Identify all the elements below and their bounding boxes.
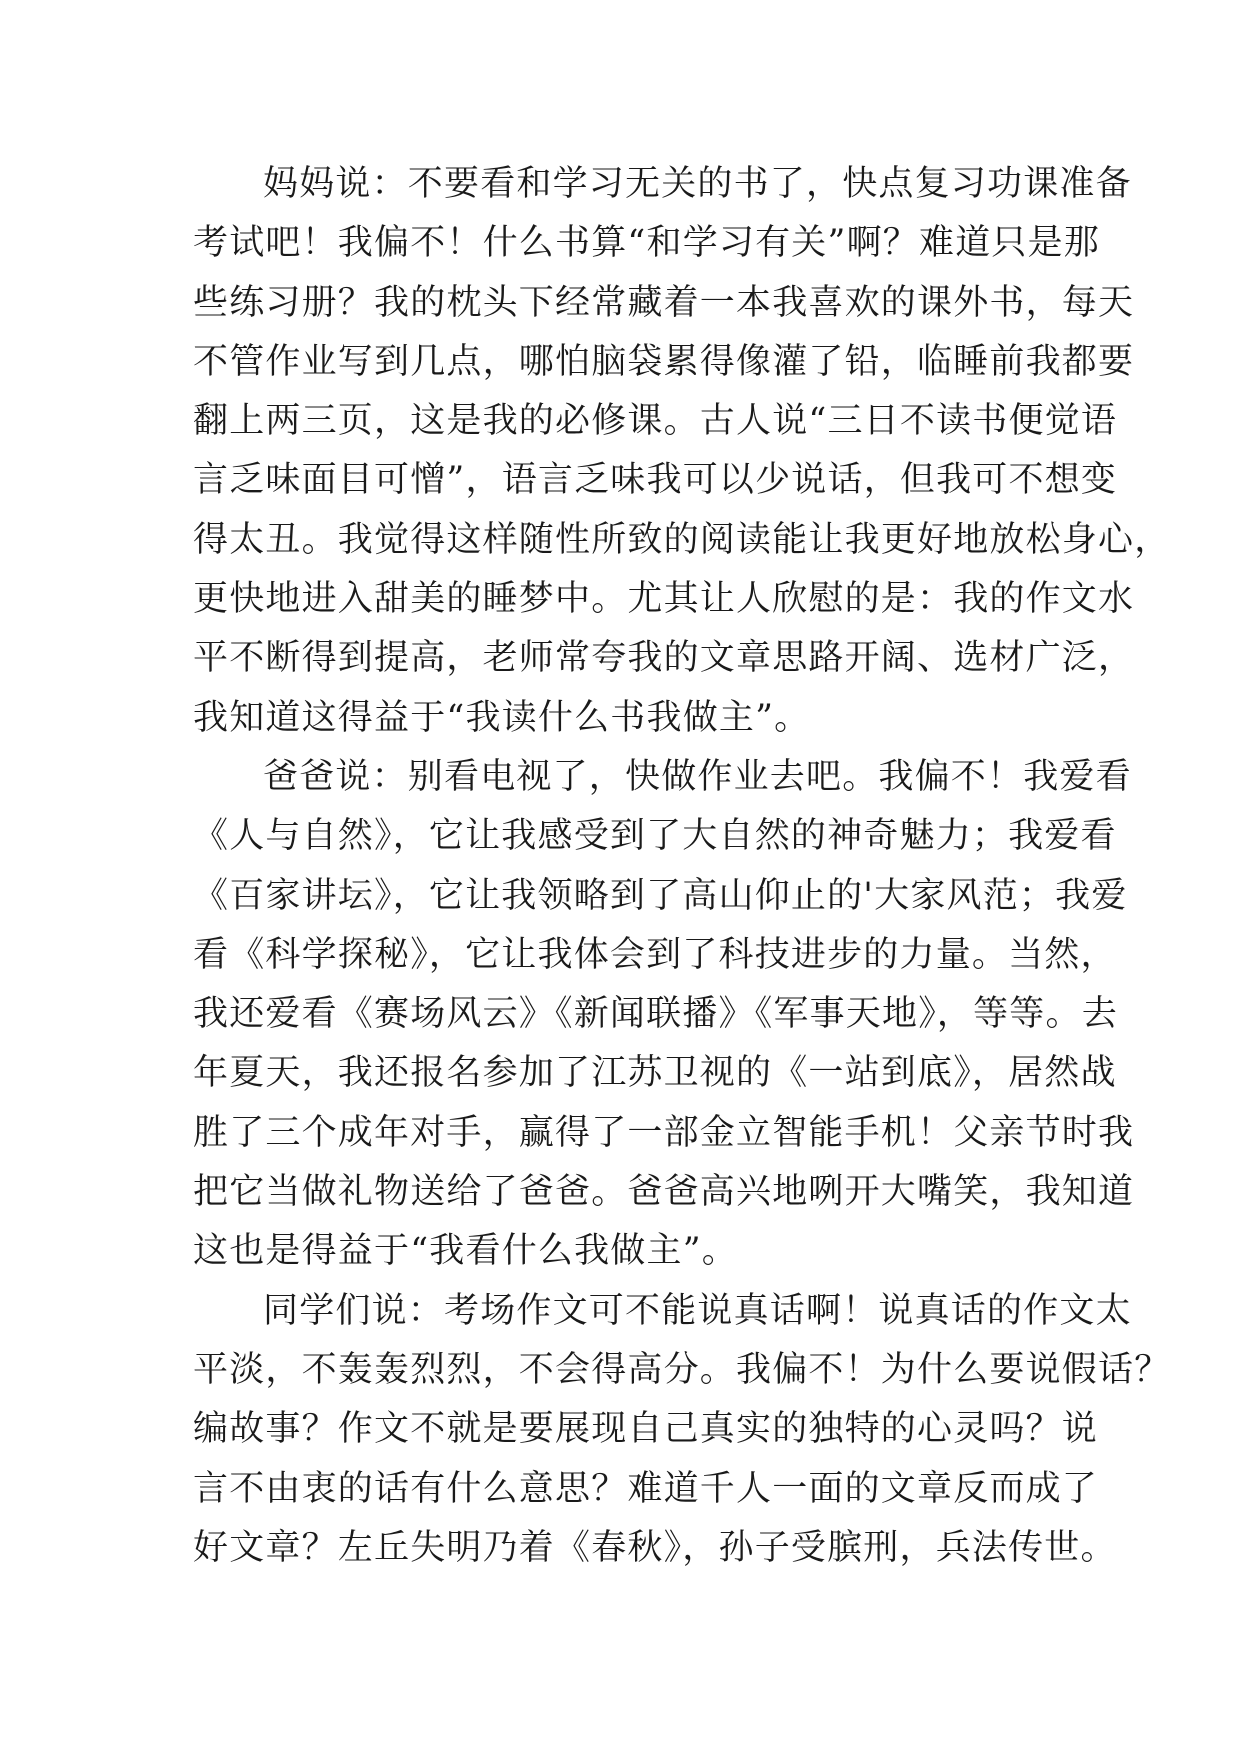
text-line: 言乏味面目可憎”，语言乏味我可以少说话，但我可不想变	[193, 460, 1118, 501]
text-line: 年夏天，我还报名参加了江苏卫视的《一站到底》，居然战	[193, 1053, 1117, 1094]
essay-body	[193, 155, 1171, 1578]
text-line: 这也是得益于“我看什么我做主”。	[193, 1231, 738, 1272]
paragraph-classmates	[193, 1282, 1171, 1578]
text-line: 言不由衷的话有什么意思？难道千人一面的文章反而成了	[193, 1468, 1099, 1509]
text-line: 把它当做礼物送给了爸爸。爸爸高兴地咧开大嘴笑，我知道	[193, 1172, 1135, 1213]
text-line: 得太丑。我觉得这样随性所致的阅读能让我更好地放松身心，	[193, 519, 1171, 560]
text-line: 《人与自然》，它让我感受到了大自然的神奇魅力；我爱看	[193, 816, 1117, 857]
text-line: 妈妈说：不要看和学习无关的书了，快点复习功课准备	[263, 164, 1132, 204]
text-line: 平不断得到提高，老师常夸我的文章思路开阔、选材广泛，	[193, 638, 1135, 679]
text-line: 考试吧！我偏不！什么书算“和学习有关”啊？难道只是那	[193, 223, 1100, 264]
paragraph-mother	[193, 155, 1171, 748]
text-line: 我还爱看《赛场风云》《新闻联播》《军事天地》，等等。去	[193, 994, 1118, 1035]
text-line: 好文章？左丘失明乃着《春秋》，孙子受膑刑，兵法传世。	[193, 1527, 1117, 1568]
text-line: 不管作业写到几点，哪怕脑袋累得像灌了铅，临睡前我都要	[193, 341, 1135, 382]
text-line: 平淡，不轰轰烈烈，不会得高分。我偏不！为什么要说假话？	[193, 1349, 1171, 1390]
text-line: 更快地进入甜美的睡梦中。尤其让人欣慰的是：我的作文水	[193, 579, 1135, 620]
text-line: 我知道这得益于“我读什么书我做主”。	[193, 697, 811, 738]
text-line: 爸爸说：别看电视了，快做作业去吧。我偏不！我爱看	[263, 756, 1132, 797]
text-line: 些练习册？我的枕头下经常藏着一本我喜欢的课外书，每天	[193, 282, 1135, 323]
text-line: 胜了三个成年对手，赢得了一部金立智能手机！父亲节时我	[193, 1112, 1135, 1153]
text-line: 看《科学探秘》，它让我体会到了科技进步的力量。当然，	[193, 934, 1117, 975]
text-line: 《百家讲坛》，它让我领略到了高山仰止的'大家风范；我爱	[193, 875, 1128, 916]
text-line: 编故事？作文不就是要展现自己真实的独特的心灵吗？说	[193, 1409, 1099, 1450]
text-line: 同学们说：考场作文可不能说真话啊！说真话的作文太	[263, 1290, 1132, 1331]
paragraph-father	[193, 748, 1135, 1282]
text-line: 翻上两三页，这是我的必修课。古人说“三日不读书便觉语	[193, 401, 1118, 442]
